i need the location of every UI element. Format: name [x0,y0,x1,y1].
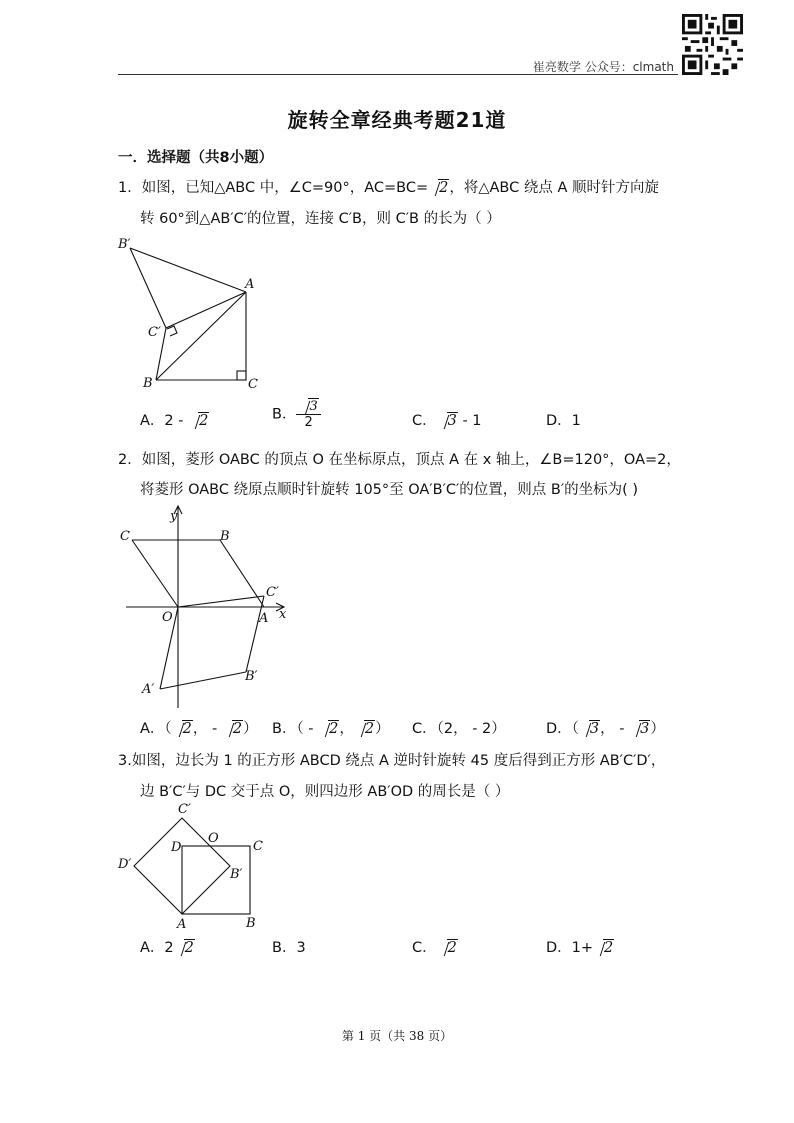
q1-line1: 1．如图，已知△ABC 中，∠C=90°，AC=BC= 2，将△ABC 绕点 A 顺时针方向旋 [118,180,659,196]
q1-option-d: D．1 [546,413,581,429]
q2-label-C: C [120,529,130,544]
q3-label-Bp: B′ [230,867,243,882]
q3-option-d: D．1+ 2 [546,940,614,956]
q2-label-x: x [279,607,287,622]
q3-label-O: O [208,831,219,846]
q3-figure [116,800,276,932]
q1-figure [110,232,270,392]
q2-label-Bp: B′ [245,669,258,684]
q2-label-A: A [259,611,269,626]
qr-code-icon [682,14,743,75]
page-title: 旋转全章经典考题21道 [287,108,507,132]
q1-line2: 转 60°到△AB′C′的位置，连接 C′B，则 C′B 的长为（ ） [140,211,501,227]
q1-label-C: C [248,377,258,392]
q2-label-B: B [220,529,230,544]
q2-option-d: D．（ 3， - 3） [546,721,665,737]
q3-label-A: A [177,917,187,932]
q3-option-b: B．3 [272,940,306,956]
q3-label-C: C [253,839,263,854]
q1-option-a: A．2 - 2 [140,413,209,429]
q1-label-B: B [143,376,153,391]
q1-option-c: C． 3 - 1 [412,413,482,429]
q1-label-Bp: B′ [118,237,131,252]
section-heading: 一．选择题（共8小题） [118,150,274,166]
q1-option-b: B． $\frac{3}{2}$ [272,399,321,430]
q2-label-y: y [170,509,178,524]
q3-label-Dp: D′ [118,857,132,872]
q3-label-Cp: C′ [178,802,191,817]
q1-label-A: A [245,277,255,292]
page-footer: 第 1 页（共 38 页） [341,1029,453,1043]
q2-option-b: B．（ - 2， 2） [272,721,390,737]
q2-label-Ap: A′ [142,682,155,697]
header-text: 崔亮数学 公众号：clmath [532,60,674,74]
q1-label-Cp: C′ [148,325,161,340]
q3-option-a: A．2 2 [140,940,194,956]
q2-figure [112,500,302,712]
q3-line2: 边 B′C′与 DC 交于点 O，则四边形 AB′OD 的周长是（ ） [140,784,510,800]
q2-option-c: C．（2， - 2） [412,721,506,737]
q2-label-Cp: C′ [266,585,279,600]
q2-line2: 将菱形 OABC 绕原点顺时针旋转 105°至 OA′B′C′的位置，则点 B′的坐标为( ) [140,482,639,498]
header-rule [118,74,678,75]
q3-option-c: C． 2 [412,940,457,956]
q3-label-D: D [171,840,182,855]
q2-line1: 2．如图，菱形 OABC 的顶点 O 在坐标原点，顶点 A 在 x 轴上，∠B=120°，OA=2， [118,452,681,468]
q3-line1: 3.如图，边长为 1 的正方形 ABCD 绕点 A 逆时针旋转 45 度后得到正方形 AB′C′D′， [118,753,666,769]
q2-label-O: O [162,610,173,625]
q2-option-a: A．（ 2， - 2） [140,721,258,737]
q3-label-B: B [246,916,256,931]
